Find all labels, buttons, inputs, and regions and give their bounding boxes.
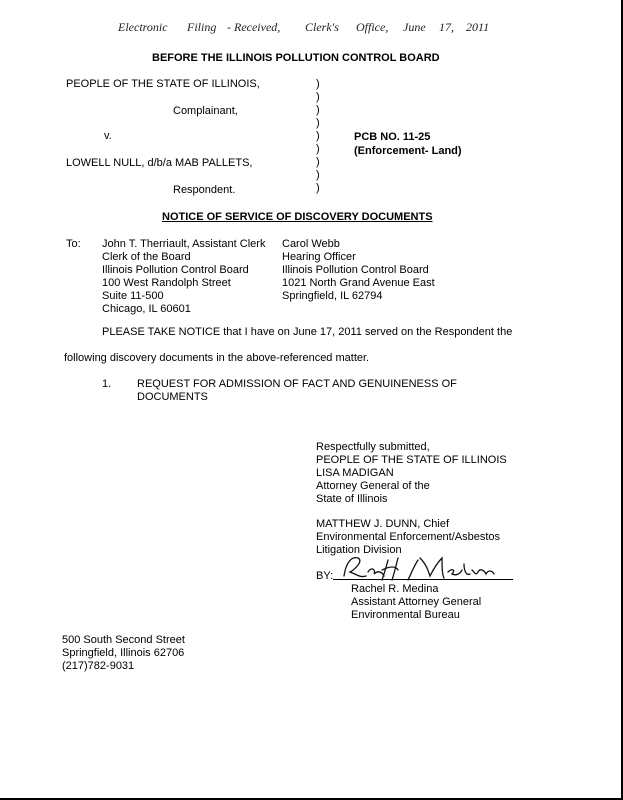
filing-header-word: Clerk's (305, 20, 339, 34)
signer-title: Assistant Attorney General (351, 596, 482, 608)
attorney-general-title: State of Illinois (316, 493, 388, 505)
address-block (62, 634, 185, 673)
closing: Respectfully submitted, (316, 441, 430, 453)
filing-header-word: 17, (439, 20, 454, 34)
caption-bracket: ) (316, 117, 320, 129)
recipient-line: Clerk of the Board (102, 251, 191, 263)
case-number: PCB NO. 11-25 (354, 131, 431, 143)
caption-bracket: ) (316, 156, 320, 168)
versus-label: v. (104, 130, 112, 142)
address-line: 500 South Second Street (62, 634, 185, 646)
chief-line: MATTHEW J. DUNN, Chief (316, 518, 450, 530)
item-text-line: REQUEST FOR ADMISSION OF FACT AND GENUINENESS OF (137, 378, 457, 390)
chief-line: Litigation Division (316, 544, 402, 556)
item-number: 1. (102, 378, 112, 390)
defendant-name: LOWELL NULL, d/b/a MAB PALLETS, (66, 157, 253, 169)
filing-header-word: Electronic (118, 20, 168, 34)
recipient-line: 100 West Randolph Street (102, 277, 231, 289)
attorney-general-name: LISA MADIGAN (316, 467, 394, 479)
chief-line: Environmental Enforcement/Asbestos (316, 531, 501, 543)
signer-bureau: Environmental Bureau (351, 609, 460, 621)
recipient-line: John T. Therriault, Assistant Clerk (102, 238, 266, 250)
item-text-line: DOCUMENTS (137, 391, 208, 403)
plaintiff-name: PEOPLE OF THE STATE OF ILLINOIS, (66, 78, 260, 90)
recipient-line: Chicago, IL 60601 (102, 303, 191, 315)
caption-bracket: ) (316, 130, 320, 142)
to-label: To: (66, 238, 81, 250)
recipient-line: Hearing Officer (282, 251, 356, 263)
body-line-1: PLEASE TAKE NOTICE that I have on June 17, 2011 served on the Respondent the (102, 326, 513, 338)
caption-bracket: ) (316, 78, 320, 90)
address-line: Springfield, Illinois 62706 (62, 647, 185, 659)
court-title: BEFORE THE ILLINOIS POLLUTION CONTROL BOARD (152, 52, 440, 64)
party: PEOPLE OF THE STATE OF ILLINOIS (316, 454, 507, 466)
recipient-line: Suite 11-500 (102, 290, 164, 302)
recipient-line: Illinois Pollution Control Board (282, 264, 429, 276)
plaintiff-role: Complainant, (173, 105, 238, 117)
signer-block (351, 583, 481, 622)
body-line-2: following discovery documents in the above-referenced matter. (64, 352, 370, 364)
recipient-line: Illinois Pollution Control Board (102, 264, 249, 276)
filing-header-word: - Received, (227, 20, 281, 34)
recipient-block-hearing-officer (282, 238, 435, 303)
recipient-line: 1021 North Grand Avenue East (282, 277, 435, 289)
recipient-line: Carol Webb (282, 238, 340, 250)
caption-bracket: ) (316, 104, 320, 116)
signature-line (333, 579, 513, 580)
notice-title: NOTICE OF SERVICE OF DISCOVERY DOCUMENTS (162, 211, 433, 223)
caption-bracket: ) (316, 143, 320, 155)
address-line: (217)782-9031 (62, 660, 135, 672)
caption-bracket: ) (316, 182, 320, 194)
case-type: (Enforcement- Land) (354, 145, 462, 157)
recipient-block-clerk (102, 238, 265, 316)
filing-header-word: June (403, 20, 426, 34)
filing-header-word: Office, (356, 20, 389, 34)
recipient-line: Springfield, IL 62794 (282, 290, 383, 302)
signer-name: Rachel R. Medina (351, 583, 439, 595)
defendant-role: Respondent. (173, 184, 236, 196)
filing-header-word: 2011 (466, 20, 490, 34)
caption-bracket: ) (316, 91, 320, 103)
attorney-general-title: Attorney General of the (316, 480, 430, 492)
by-label: BY: (316, 570, 334, 582)
item-text (137, 378, 457, 404)
caption-bracket: ) (316, 169, 320, 181)
signature-block (316, 441, 507, 506)
filing-header-word: Filing (187, 20, 217, 34)
